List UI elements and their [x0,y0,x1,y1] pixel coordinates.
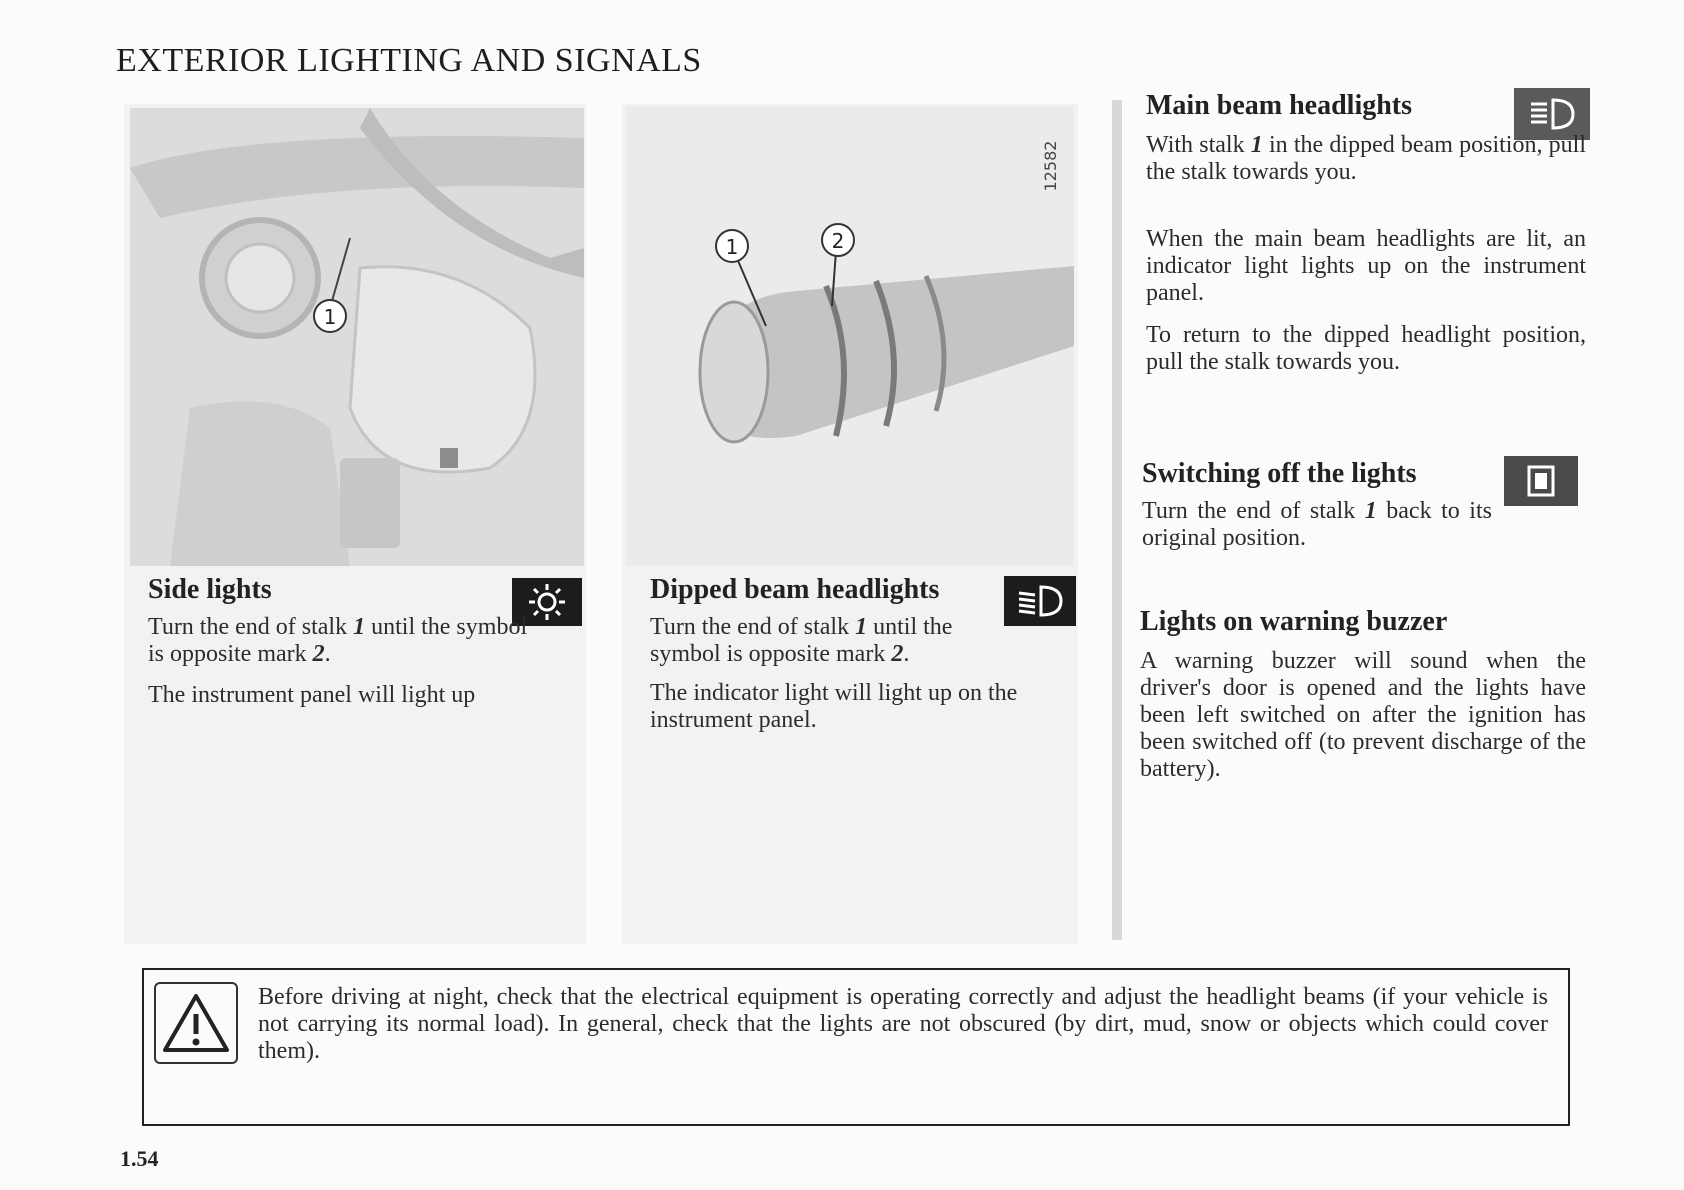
dipped-beam-title: Dipped beam headlights [650,574,940,605]
side-lights-photo [130,108,584,566]
side-lights-note: The instrument panel will light up [148,682,476,708]
warning-triangle-icon [154,982,238,1064]
page-title: EXTERIOR LIGHTING AND SIGNALS [116,42,702,79]
main-beam-title: Main beam headlights [1146,90,1413,121]
right-callout-1: 1 [725,235,739,259]
dipped-beam-icon [1004,576,1076,626]
main-beam-return-note: To return to the dipped headlight position, pull the stalk towards you. [1146,322,1586,375]
dipped-beam-note: The indicator light will light up on the instrument panel. [650,680,1018,733]
buzzer-description: A warning buzzer will sound when the driver's door is opened and the lights have been left switched on after the ignition has been switched off (to prevent discharge of the battery). [1140,648,1586,782]
switching-off-title: Switching off the lights [1142,458,1417,489]
dashboard-illustration [130,108,584,566]
switching-off-instruction: Turn the end of stalk 1 back to its original position. [1142,498,1492,551]
stalk-illustration [626,106,1074,566]
warning-box [142,968,1570,1126]
main-beam-indicator-note: When the main beam headlights are lit, an indicator light lights up on the instrument panel. [1146,226,1586,306]
dipped-beam-photo [626,106,1074,566]
side-lights-title: Side lights [148,574,272,605]
page-number: 1.54 [120,1146,159,1171]
figure-reference-number: 12582 [1041,140,1060,192]
lights-off-icon [1504,456,1578,506]
buzzer-title: Lights on warning buzzer [1140,606,1448,637]
dipped-beam-instruction: Turn the end of stalk 1 until the symbol is opposite mark 2. [650,614,953,667]
right-column-rule [1112,100,1122,940]
right-callout-2: 2 [831,229,845,253]
main-beam-instruction: With stalk 1 in the dipped beam position, pull the stalk towards you. [1146,132,1586,185]
warning-text: Before driving at night, check that the electrical equipment is operating correctly and adjust the headlight beams (if your vehicle is not carrying its normal load). In general, check that the lights are not obscured (by dirt, mud, snow or objects which could cover them). [258,984,1548,1064]
left-callout-1: 1 [323,305,337,329]
side-lights-instruction: Turn the end of stalk 1 until the symbol is opposite mark 2. [148,614,528,667]
